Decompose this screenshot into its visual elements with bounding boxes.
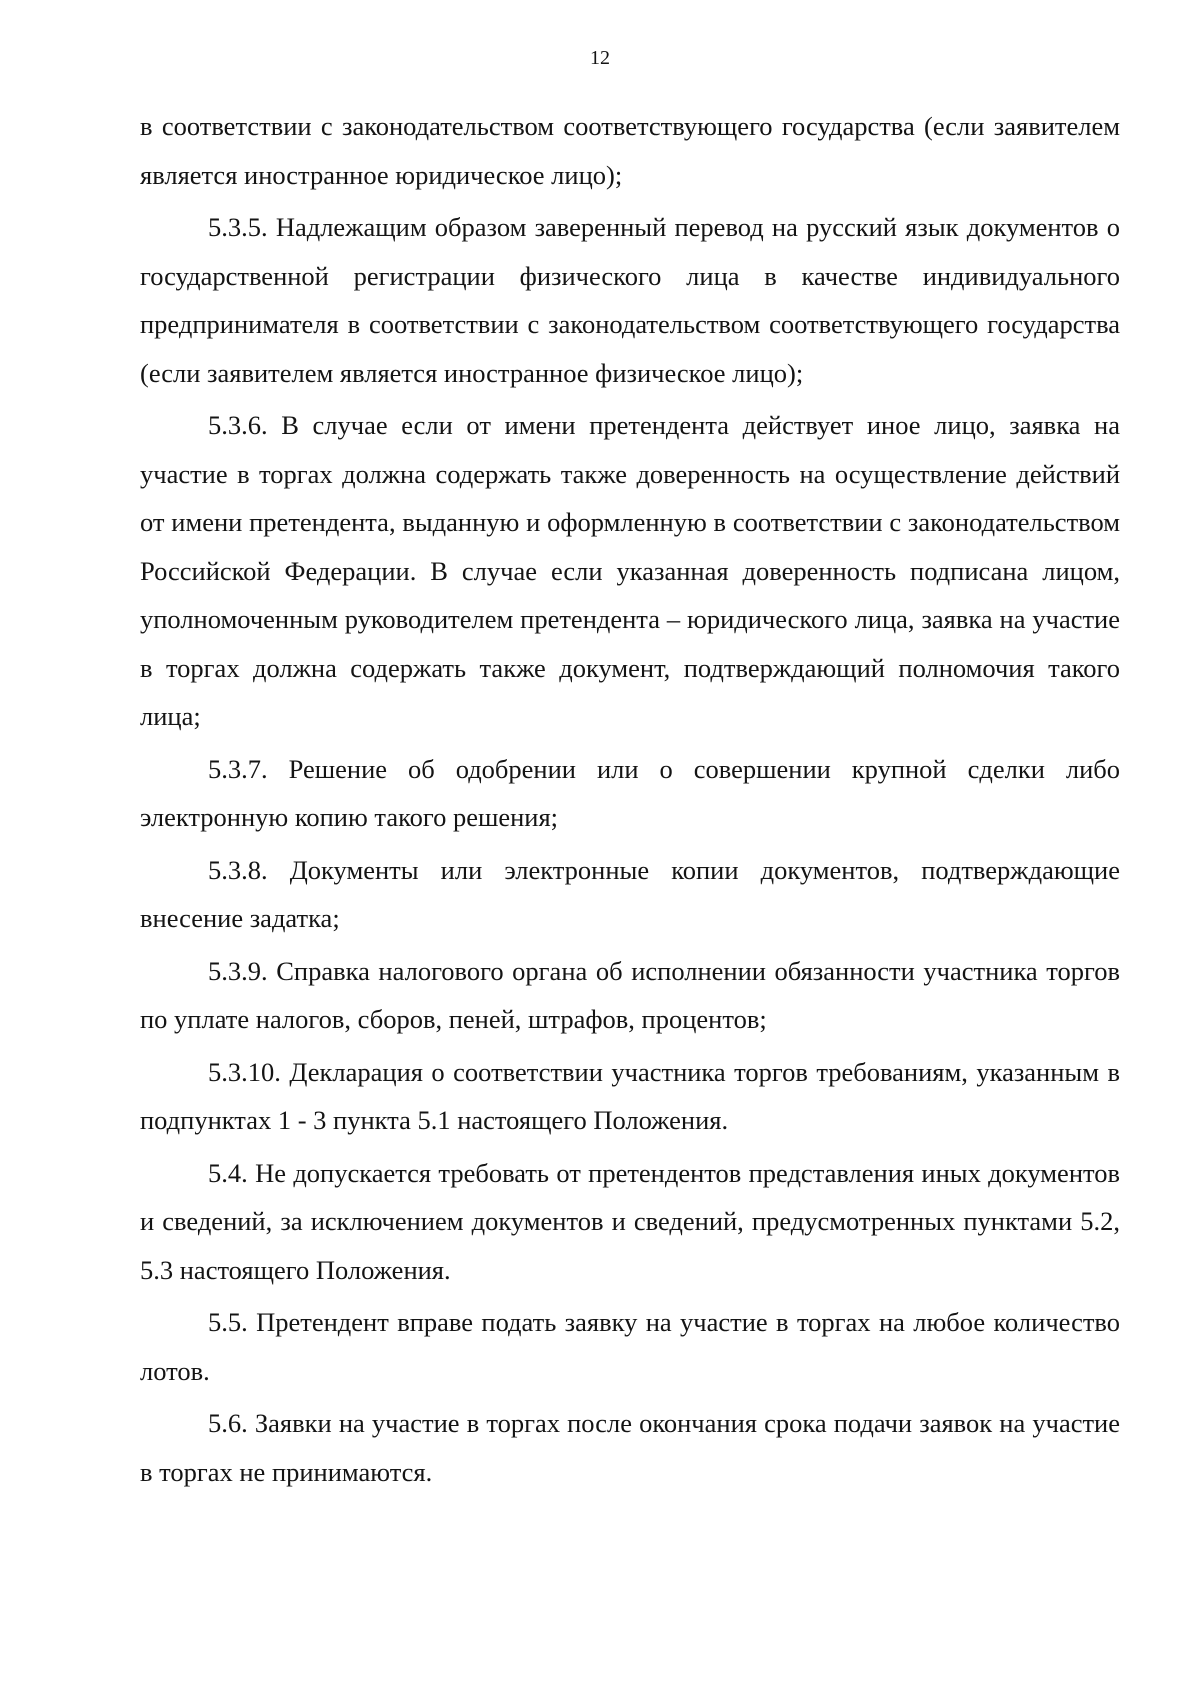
paragraph-5-3-5: 5.3.5. Надлежащим образом заверенный перевод на русский язык документов о государственной регистрации физического лица в качестве индивидуального предпринимателя в соответствии с законодательством соответствующего государства (если заявителем является иностранное физическое лицо); bbox=[140, 212, 1120, 388]
paragraph-5-3-7: 5.3.7. Решение об одобрении или о совершении крупной сделки либо электронную копию такого решения; bbox=[140, 753, 1120, 832]
paragraph-5-3-8: 5.3.8. Документы или электронные копии документов, подтверждающие внесение задатка; bbox=[140, 854, 1120, 933]
paragraph-5-3-6: 5.3.6. В случае если от имени претендента действует иное лицо, заявка на участие в торгах должна содержать также доверенность на осуществление действий от имени претендента, выданную и оформленную в соответствии с законодательством Российской Федерации. В случае если указанная доверенность подписана лицом, уполномоченным руководителем претендента – юридического лица, заявка на участие в торгах должна содержать также документ, подтверждающий полномочия такого лица; bbox=[140, 410, 1120, 731]
paragraph-5-3-9: 5.3.9. Справка налогового органа об исполнении обязанности участника торгов по уплате налогов, сборов, пеней, штрафов, процентов; bbox=[140, 955, 1120, 1034]
paragraph-5-5: 5.5. Претендент вправе подать заявку на участие в торгах на любое количество лотов. bbox=[140, 1307, 1120, 1386]
document-body bbox=[140, 102, 1120, 1500]
page-number: 12 bbox=[590, 47, 610, 69]
paragraph-5-3-10: 5.3.10. Декларация о соответствии участника торгов требованиям, указанным в подпунктах 1 - 3 пункта 5.1 настоящего Положения. bbox=[140, 1056, 1120, 1135]
paragraph-continuation: в соответствии с законодательством соответствующего государства (если заявителем является иностранное юридическое лицо); bbox=[140, 111, 1120, 190]
paragraph-5-6: 5.6. Заявки на участие в торгах после окончания срока подачи заявок на участие в торгах не принимаются. bbox=[140, 1408, 1120, 1487]
paragraph-5-4: 5.4. Не допускается требовать от претендентов представления иных документов и сведений, за исключением документов и сведений, предусмотренных пунктами 5.2, 5.3 настоящего Положения. bbox=[140, 1157, 1120, 1285]
